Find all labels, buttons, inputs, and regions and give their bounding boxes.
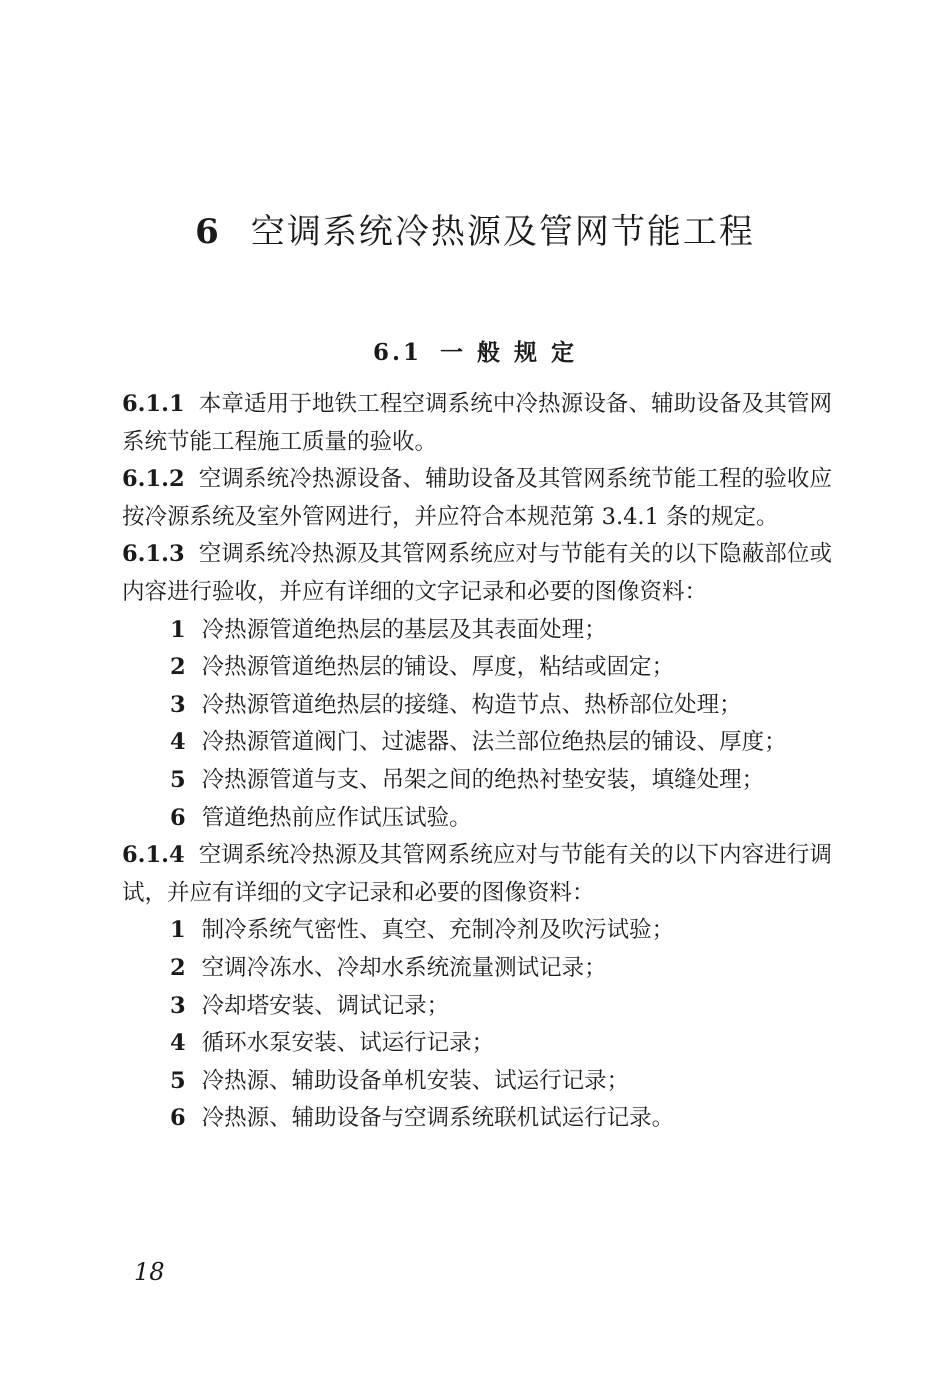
item-number: 3 <box>170 992 186 1019</box>
list-item <box>122 649 832 687</box>
clause-6-1-3 <box>122 536 832 611</box>
list-item <box>122 762 832 800</box>
document-body <box>122 386 832 1138</box>
item-text: 冷热源管道阀门、过滤器、法兰部位绝热层的铺设、厚度； <box>201 729 787 756</box>
clause-text: 空调系统冷热源及其管网系统应对与节能有关的以下隐蔽部位或内容进行验收，并应有详细的文字记录和必要的图像资料： <box>122 541 832 605</box>
clause-6-1-1 <box>122 386 832 461</box>
item-number: 5 <box>170 1067 186 1094</box>
item-number: 4 <box>170 1030 186 1057</box>
item-number: 2 <box>170 654 186 681</box>
list-item <box>122 950 832 988</box>
item-number: 6 <box>170 1105 186 1132</box>
item-text: 冷热源管道绝热层的接缝、构造节点、热桥部位处理； <box>201 691 742 718</box>
list-item <box>122 1100 832 1138</box>
item-text: 空调冷冻水、冷却水系统流量测试记录； <box>201 954 607 981</box>
chapter-title <box>0 212 950 253</box>
item-text: 冷热源、辅助设备单机安装、试运行记录； <box>201 1067 630 1094</box>
list-item <box>122 1025 832 1063</box>
list-item <box>122 988 832 1026</box>
item-number: 5 <box>170 766 186 793</box>
clause-number: 6.1.1 <box>122 391 185 417</box>
list-item <box>122 800 832 838</box>
item-number: 2 <box>170 954 186 981</box>
item-text: 冷热源、辅助设备与空调系统联机试运行记录。 <box>201 1105 675 1132</box>
item-number: 1 <box>170 616 186 643</box>
clause-number: 6.1.3 <box>122 541 185 568</box>
chapter-title-text: 空调系统冷热源及管网节能工程 <box>250 212 755 252</box>
item-text: 冷却塔安装、调试记录； <box>201 992 450 1019</box>
item-text: 管道绝热前应作试压试验。 <box>201 804 472 831</box>
clause-6-1-2 <box>122 461 832 536</box>
item-text: 冷热源管道绝热层的基层及其表面处理； <box>201 616 607 643</box>
clause-6-1-4 <box>122 837 832 912</box>
item-text: 循环水泵安装、试运行记录； <box>201 1030 495 1057</box>
section-number: 6.1 <box>372 339 422 366</box>
list-item <box>122 912 832 950</box>
list-item <box>122 687 832 725</box>
section-title <box>0 334 950 367</box>
item-number: 6 <box>170 804 186 831</box>
chapter-number: 6 <box>195 212 221 252</box>
clause-text: 本章适用于地铁工程空调系统中冷热源设备、辅助设备及其管网系统节能工程施工质量的验收。 <box>122 391 832 455</box>
section-title-text: 一 般 规 定 <box>439 339 578 366</box>
list-item <box>122 1063 832 1101</box>
item-text: 冷热源管道与支、吊架之间的绝热衬垫安装，填缝处理； <box>201 766 765 793</box>
clause-text: 空调系统冷热源设备、辅助设备及其管网系统节能工程的验收应按冷源系统及室外管网进行，并应符合本规范第 3.4.1 条的规定。 <box>122 466 832 530</box>
clause-number: 6.1.2 <box>122 466 185 493</box>
item-number: 1 <box>170 917 186 944</box>
list-item <box>122 724 832 762</box>
item-text: 冷热源管道绝热层的铺设、厚度，粘结或固定； <box>201 654 675 681</box>
item-number: 4 <box>170 729 186 756</box>
item-text: 制冷系统气密性、真空、充制冷剂及吹污试验； <box>201 917 675 944</box>
clause-number: 6.1.4 <box>122 842 185 869</box>
clause-text: 空调系统冷热源及其管网系统应对与节能有关的以下内容进行调试，并应有详细的文字记录和必要的图像资料： <box>122 842 832 906</box>
item-number: 3 <box>170 691 186 718</box>
page-number: 18 <box>134 1258 165 1286</box>
list-item <box>122 612 832 650</box>
